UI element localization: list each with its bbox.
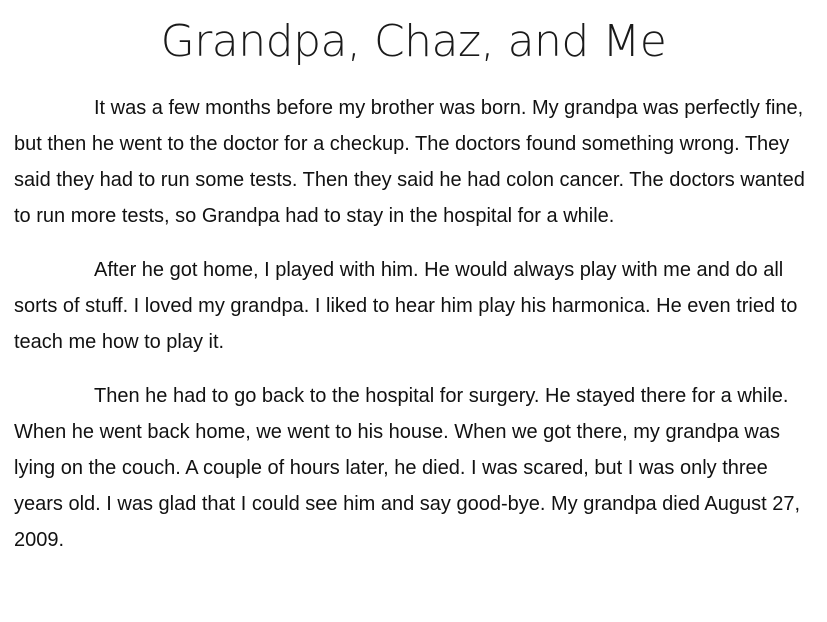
paragraph-2: After he got home, I played with him. He would always play with me and do all sorts of stuff. I loved my grandpa. I liked to hear him play his harmonica. He even tried to teach me how to play it. [14,259,798,353]
paragraph-3: Then he had to go back to the hospital for surgery. He stayed there for a while. When he went back home, we went to his house. When we got there, my grandpa was lying on the couch. A couple of hours later, he died. I was scared, but I was only three years old. I was glad that I could see him and say good-bye. My grandpa died August 27, 2009. [14,385,801,551]
paragraph-1: It was a few months before my brother was born. My grandpa was perfectly fine, but then he went to the doctor for a checkup. The doctors found something wrong. They said they had to run some tests. Then they said he had colon cancer. The doctors wanted to run more tests, so Grandpa had to stay in the hospital for a while. [14,97,805,227]
document-title: Grandpa, Chaz, and Me [160,16,667,67]
document-body [14,90,813,558]
